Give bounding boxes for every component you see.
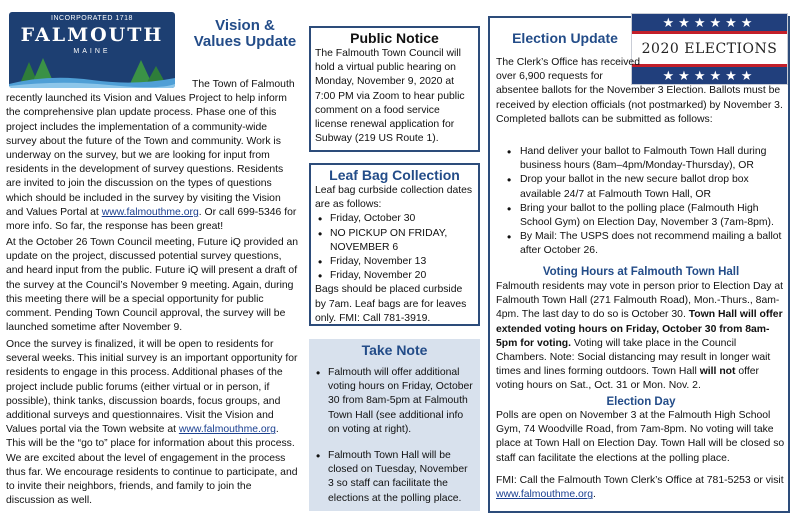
list-item: • Falmouth will offer additional voting hours on Friday, October 30 from 8am-5pm at Falmouth Town Hall (see additional info on voting at right). (313, 366, 476, 437)
vision-survey-paragraph (6, 338, 300, 508)
vision-p3-tail: . This will be the “go to” place for information about this process. We are excited about the level of engagement in the process thus far. We encourage residents to continue to participate, and to invite their neighbors, friends, and family to join the discussion as well. (6, 424, 298, 507)
list-item: • Bring your ballot to the polling place (Falmouth High School Gym) on Election Day, November 3 (7am-8pm). (504, 202, 786, 230)
leaf-bag-date-list (315, 212, 474, 283)
leaf-bag-intro: Leaf bag curbside collection dates are as follows: (315, 185, 473, 211)
logo-town-name: FALMOUTH (20, 24, 164, 46)
vision-p3-text: Once the survey is finalized, it will be open to residents for several weeks. This initial survey is an important opportunity for residents to engage in this process. Additional phases of the project include public forums (either virtual or in person, if possible), think tanks, discussion boards, focus groups, and additional surveys and questionnaires. Visit the Vision and Values portal via the Town website at (6, 339, 298, 436)
leaf-bag-box (309, 163, 480, 326)
list-item: • Friday, November 13 (315, 255, 474, 269)
election-update-title: Election Update (512, 30, 618, 46)
take-note-title: Take Note (361, 342, 428, 358)
election-intro-text (496, 56, 786, 127)
falmouth-logo (9, 12, 175, 88)
leaf-bag-note: Bags should be placed curbside by 7am. Leaf bags are for leaves only. FMI: Call 781-3919. (315, 284, 467, 324)
voting-hours-title: Voting Hours at Falmouth Town Hall (542, 266, 740, 278)
ballot-options (504, 145, 786, 259)
voting-hours-text: Falmouth residents may vote in person prior to Election Day at Falmouth Town Hall (271 Falmouth Road), Mon.-Thurs., 8am-4pm. The last day to do so is October 30. (496, 281, 784, 321)
list-item: • Falmouth Town Hall will be closed on Tuesday, November 3 so staff can facilitate the elections at the polling place. (313, 449, 476, 506)
voting-hours-text-3: offer voting hours on Sat., Oct. 31 or Mon. Nov. 2. (496, 366, 759, 392)
vision-p2-text: At the October 26 Town Council meeting, Future iQ provided an update on the project, discussed potential survey questions, and heard input from the public. Future iQ will present a draft of the survey at the Council’s November 9 meeting. Again, during this meeting there will be a special opportunity for public comment. Pending Town Council approval, the survey will be launched sometime after November 9. (6, 237, 299, 334)
badge-spacer (646, 56, 786, 84)
badge-stars-top: ★★★★★★ (632, 14, 787, 31)
voting-hours-extended: Town Hall will offer extended voting hours on Friday, October 30 from 8am-5pm for voting. (496, 309, 783, 349)
badge-text: 2020 ELECTIONS (641, 41, 778, 57)
list-item: • Drop your ballot in the new secure ballot drop box available 24/7 at Falmouth Town Hall, OR (504, 173, 786, 201)
election-intro-content: The Clerk’s Office has received over 6,900 requests for absentee ballots for the November 3 Election. Ballots must be received by election officials (not postmarked) by November 3. Completed ballots can be submitted as follows: (496, 57, 783, 125)
voting-hours-paragraph (496, 280, 786, 394)
badge-stars-bottom: ★★★★★★ (632, 67, 787, 84)
ballot-options-list (504, 145, 786, 259)
badge-stripe (632, 31, 787, 34)
voting-hours-will-not: will not (699, 366, 736, 378)
take-note-box (309, 339, 480, 511)
public-notice-text: The Falmouth Town Council will hold a virtual public hearing on Monday, November 9, 2020 at 7:00 PM via Zoom to hear public comment on a food service license renewal application for Subway (219 US Route 1). (315, 48, 465, 145)
election-fmi-tail: . (593, 489, 596, 501)
public-notice-title: Public Notice (350, 30, 439, 46)
vision-intro-text: The Town of Falmouth recently launched its Vision and Values Project to help inform the comprehensive plan update process. Phase one of this project includes the implementation of a community-wide survey about the future of the Town and community. Work is underway on the survey, but we are looking for input from residents in the development of survey questions. Residents are invited to join the discussion on the types of questions which should be included in the survey by visiting the Vision and Values Portal at (6, 79, 295, 218)
election-fmi-paragraph (496, 474, 786, 502)
leaf-bag-title: Leaf Bag Collection (329, 167, 460, 183)
list-item: • Hand deliver your ballot to Falmouth Town Hall during business hours (8am–4pm/Monday-Thursday), OR (504, 145, 786, 173)
vision-website-link[interactable]: www.falmouthme.org (178, 424, 276, 436)
vision-update-paragraph (6, 236, 300, 335)
election-website-link[interactable]: www.falmouthme.org (496, 489, 594, 501)
election-day-text: Polls are open on November 3 at the Falmouth High School Gym, 74 Woodville Road, from 7am-8pm. No voting will take place at Town Hall on Election Day. Town Hall will be closed so staff can facilitate the elections at the polling place. (496, 410, 785, 464)
vision-values-title: Vision & Values Update (193, 17, 297, 50)
logo-state: MAINE (73, 48, 111, 55)
list-item: • NO PICKUP ON FRIDAY, NOVEMBER 6 (315, 227, 474, 255)
election-fmi-text: FMI: Call the Falmouth Town Clerk’s Office at 781-5253 or visit (496, 475, 784, 486)
election-intro-paragraph (496, 56, 786, 127)
take-note-list (313, 366, 476, 506)
vision-intro-paragraph (6, 78, 300, 234)
vision-intro-tail: . Or call 699-5346 for more info. So far, the response has been great! (6, 206, 297, 233)
election-day-paragraph (496, 409, 786, 466)
vision-portal-link[interactable]: www.falmouthme.org (101, 206, 199, 218)
voting-hours-text-2: Voting will take place in the Council Chambers. Note: Social distancing may result in longer wait times and lines forming outdoors. Town Hall (496, 337, 771, 378)
list-item: • By Mail: The USPS does not recommend mailing a ballot after October 26. (504, 230, 786, 258)
public-notice-box (309, 26, 480, 152)
list-item: • Friday, November 20 (315, 269, 474, 283)
list-item: • Friday, October 30 (315, 212, 474, 226)
election-day-title: Election Day (606, 396, 676, 408)
logo-incorporated: INCORPORATED 1718 (51, 15, 133, 22)
